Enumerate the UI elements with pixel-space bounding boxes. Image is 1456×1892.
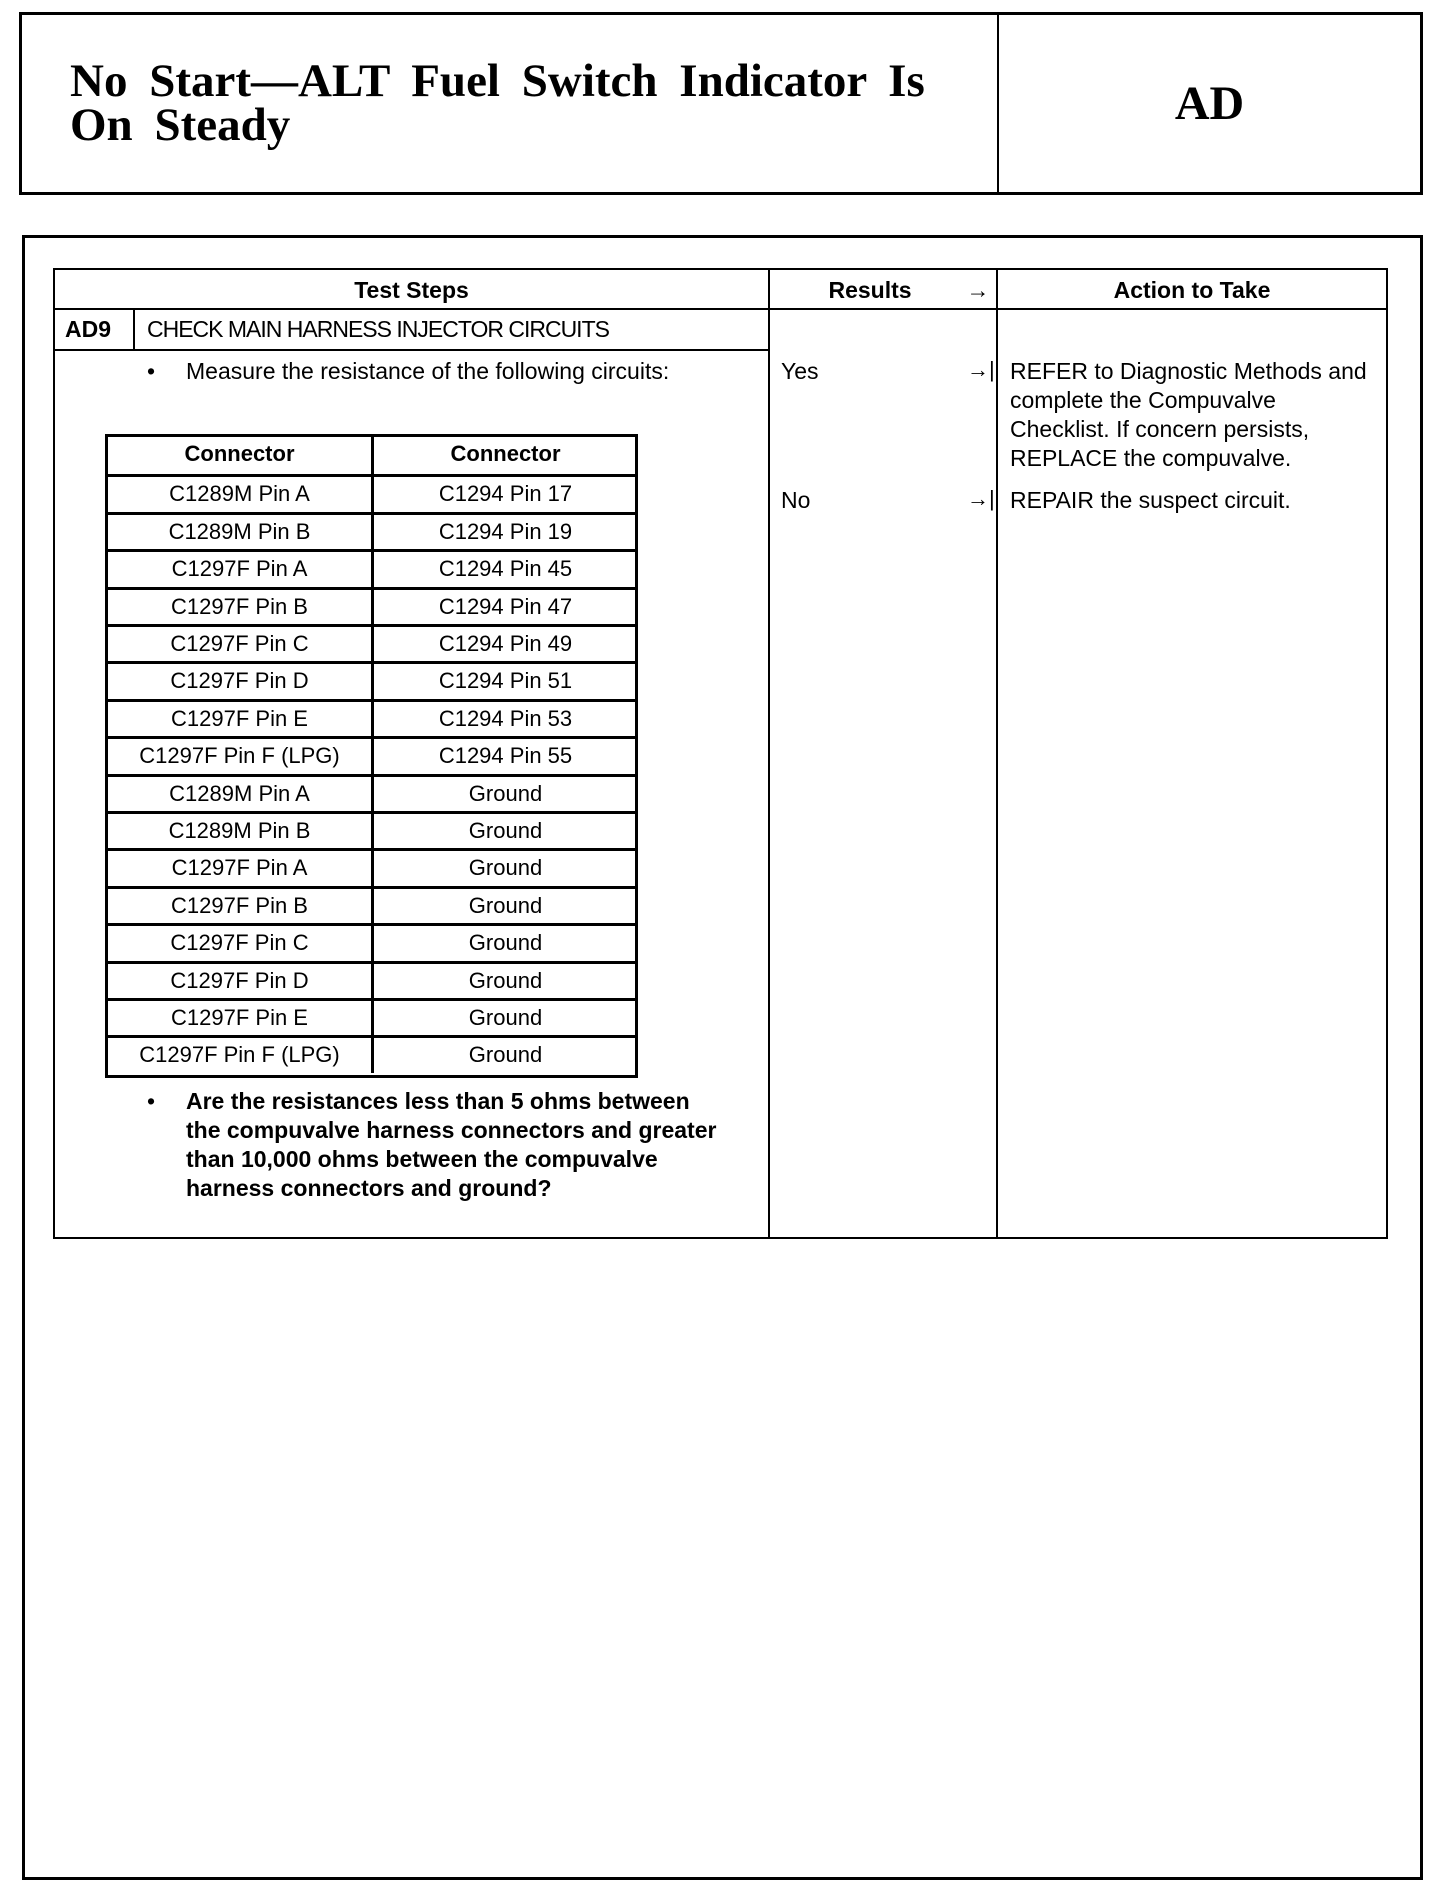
table-cell: C1289M Pin A (108, 477, 374, 511)
table-cell: C1294 Pin 19 (438, 518, 573, 544)
instruction-text: Measure the resistance of the following circuits: (186, 358, 670, 384)
table-cell: Ground (468, 1005, 543, 1030)
table-cell: Ground (468, 1042, 543, 1068)
table-cell: C1289M Pin A (108, 777, 374, 811)
table-cell: C1297F Pin F (LPG) (108, 739, 374, 773)
table-row (108, 811, 635, 848)
question-text: Are the resistances less than 5 ohms between the compuvalve harness connectors and greater than 10,000 ohms between the compuvalve harness connectors and ground? (186, 1088, 717, 1201)
arrow-icon: →| (967, 357, 995, 382)
row-divider (55, 349, 768, 351)
step-id: AD9 (65, 316, 112, 342)
connector-table-header (108, 437, 635, 474)
action-no: REPAIR the suspect circuit. (1010, 487, 1291, 513)
table-cell: C1289M Pin B (108, 515, 374, 549)
table-row (108, 587, 635, 624)
table-row (108, 923, 635, 960)
header-action: Action to Take (1113, 277, 1271, 303)
table-row (108, 549, 635, 586)
table-cell: C1297F Pin F (LPG) (108, 1038, 374, 1072)
arrow-icon: →| (967, 486, 995, 511)
table-cell: C1297F Pin B (108, 889, 374, 923)
table-cell: C1289M Pin B (108, 814, 374, 848)
table-row (108, 512, 635, 549)
header-results: Results (828, 277, 912, 303)
table-row (108, 848, 635, 885)
table-cell: C1297F Pin A (108, 552, 374, 586)
table-cell: C1294 Pin 49 (438, 631, 573, 656)
action-yes: REFER to Diagnostic Methods and complete the Compuvalve Checklist. If concern persists, REPLACE the compuvalve. (1010, 358, 1367, 471)
result-yes: Yes (781, 358, 819, 384)
table-cell: C1294 Pin 53 (438, 705, 573, 731)
table-cell: C1294 Pin 51 (438, 668, 573, 694)
bullet-icon: • (147, 1088, 156, 1114)
table-cell: C1297F Pin C (108, 627, 374, 661)
table-cell: C1294 Pin 45 (438, 556, 573, 582)
table-cell: Ground (468, 967, 543, 993)
table-row (108, 661, 635, 698)
header-test-steps: Test Steps (354, 277, 469, 303)
table-cell: C1297F Pin B (108, 590, 374, 624)
table-row (108, 736, 635, 773)
table-cell: C1297F Pin D (108, 964, 374, 998)
result-no: No (781, 487, 811, 513)
arrow-icon: → (966, 277, 990, 303)
column-header: Connector (450, 441, 561, 466)
table-cell: Ground (468, 855, 543, 881)
table-cell: C1294 Pin 47 (438, 593, 573, 619)
table-cell: C1294 Pin 17 (438, 481, 573, 507)
table-row (108, 1035, 635, 1072)
table-cell: C1297F Pin A (108, 851, 374, 885)
table-cell: Ground (468, 780, 543, 806)
page-header (19, 12, 1423, 195)
table-cell: Ground (468, 930, 543, 956)
table-cell: C1297F Pin E (108, 702, 374, 736)
step-id-divider (133, 308, 135, 349)
page-title: No Start—ALT Fuel Switch Indicator Is On Steady (70, 55, 925, 151)
table-cell: Ground (468, 892, 543, 918)
table-row (108, 699, 635, 736)
connector-table (105, 434, 638, 1078)
table-cell: Ground (468, 818, 543, 843)
table-row (108, 774, 635, 811)
table-row (108, 474, 635, 511)
table-row (108, 624, 635, 661)
step-title: CHECK MAIN HARNESS INJECTOR CIRCUITS (147, 316, 609, 342)
table-cell: C1297F Pin D (108, 664, 374, 698)
table-cell: C1297F Pin E (108, 1001, 374, 1035)
table-row (108, 886, 635, 923)
table-cell: C1297F Pin C (108, 926, 374, 960)
bullet-icon: • (147, 358, 156, 384)
section-code: AD (1174, 77, 1245, 130)
table-row (108, 998, 635, 1035)
table-row (108, 961, 635, 998)
column-header: Connector (108, 437, 374, 474)
col-divider (996, 270, 998, 1237)
table-cell: C1294 Pin 55 (438, 743, 573, 769)
col-divider (768, 270, 770, 1237)
